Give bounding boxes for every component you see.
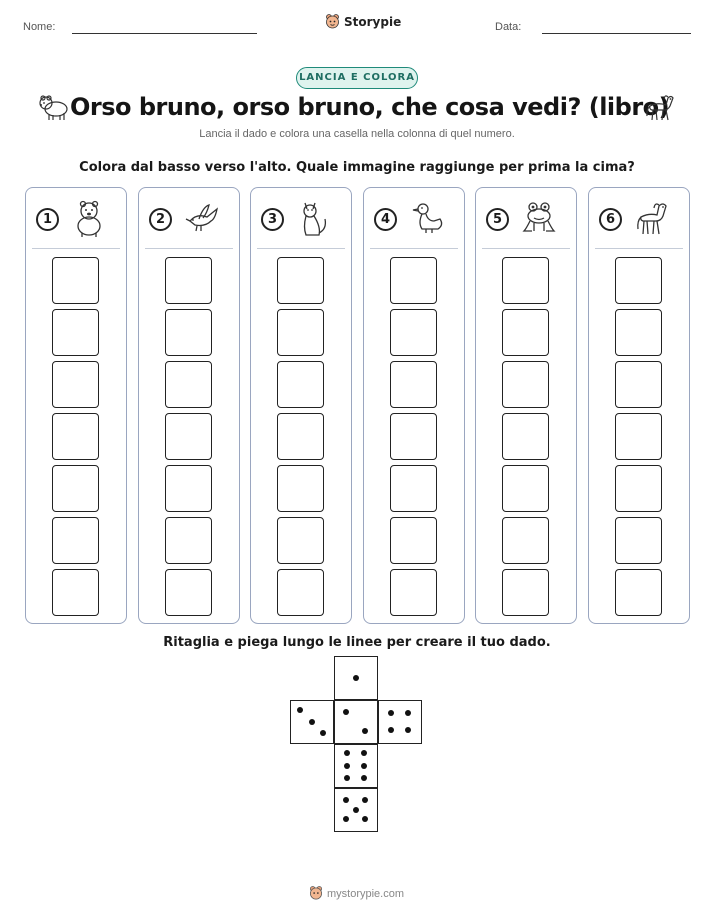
storypie-mascot-icon	[325, 14, 340, 30]
duck-icon	[410, 199, 446, 239]
color-box[interactable]	[502, 361, 549, 408]
name-label: Nome:	[23, 21, 56, 33]
color-box[interactable]	[52, 361, 99, 408]
horse-icon	[635, 199, 671, 239]
bird-icon	[185, 199, 221, 239]
activity-badge: LANCIA E COLORA	[296, 67, 418, 89]
dice-pip	[344, 750, 350, 756]
color-box[interactable]	[165, 465, 212, 512]
dice-pip	[362, 728, 368, 734]
color-box[interactable]	[615, 361, 662, 408]
dice-pip	[361, 750, 367, 756]
dice-face-1	[334, 656, 378, 700]
name-line[interactable]	[72, 33, 257, 34]
column-number: 4	[374, 208, 397, 231]
column-number: 6	[599, 208, 622, 231]
page-subtitle: Lancia il dado e colora una casella nella colonna di quel numero.	[199, 128, 515, 140]
color-box[interactable]	[615, 257, 662, 304]
color-box[interactable]	[390, 517, 437, 564]
dice-pip	[353, 675, 359, 681]
color-box[interactable]	[390, 413, 437, 460]
color-box[interactable]	[277, 465, 324, 512]
color-box[interactable]	[390, 465, 437, 512]
color-box[interactable]	[52, 517, 99, 564]
color-box[interactable]	[390, 569, 437, 616]
dice-pip	[362, 797, 368, 803]
color-box[interactable]	[615, 413, 662, 460]
brand-name: Storypie	[344, 15, 402, 29]
footer-url[interactable]: mystorypie.com	[327, 887, 405, 900]
color-box[interactable]	[615, 517, 662, 564]
column-number: 3	[261, 208, 284, 231]
color-box[interactable]	[502, 309, 549, 356]
color-box[interactable]	[52, 309, 99, 356]
dice-pip	[344, 775, 350, 781]
dice-face-2	[334, 700, 378, 744]
dice-face-3	[290, 700, 334, 744]
dice-pip	[309, 719, 315, 725]
color-box[interactable]	[615, 465, 662, 512]
column-number: 1	[36, 208, 59, 231]
color-box[interactable]	[52, 569, 99, 616]
color-box[interactable]	[165, 257, 212, 304]
color-box[interactable]	[52, 465, 99, 512]
dice-face-6	[334, 744, 378, 788]
color-box[interactable]	[277, 569, 324, 616]
date-line[interactable]	[542, 33, 691, 34]
dice-pip	[405, 727, 411, 733]
horse-decoration-icon	[644, 90, 676, 122]
storypie-mascot-icon	[309, 886, 323, 901]
column-4	[363, 187, 465, 624]
color-box[interactable]	[502, 465, 549, 512]
dice-pip	[388, 727, 394, 733]
column-divider	[145, 248, 233, 249]
column-divider	[370, 248, 458, 249]
dice-pip	[361, 763, 367, 769]
dice-pip	[320, 730, 326, 736]
color-box[interactable]	[390, 309, 437, 356]
cut-instruction: Ritaglia e piega lungo le linee per creare il tuo dado.	[163, 635, 551, 650]
column-number: 5	[486, 208, 509, 231]
cat-icon	[297, 199, 333, 239]
column-divider	[595, 248, 683, 249]
column-5	[475, 187, 577, 624]
column-divider	[32, 248, 120, 249]
color-box[interactable]	[165, 569, 212, 616]
color-box[interactable]	[165, 309, 212, 356]
color-box[interactable]	[277, 309, 324, 356]
column-number: 2	[149, 208, 172, 231]
color-box[interactable]	[502, 569, 549, 616]
color-box[interactable]	[277, 361, 324, 408]
dice-pip	[362, 816, 368, 822]
dice-pip	[405, 710, 411, 716]
color-box[interactable]	[390, 361, 437, 408]
dice-face-5	[334, 788, 378, 832]
color-box[interactable]	[390, 257, 437, 304]
column-2	[138, 187, 240, 624]
dice-pip	[361, 775, 367, 781]
dice-pip	[344, 763, 350, 769]
date-label: Data:	[495, 21, 522, 33]
column-1	[25, 187, 127, 624]
bear-decoration-icon	[37, 90, 69, 122]
color-box[interactable]	[277, 517, 324, 564]
dice-pip	[388, 710, 394, 716]
color-box[interactable]	[165, 361, 212, 408]
color-box[interactable]	[615, 309, 662, 356]
color-box[interactable]	[52, 413, 99, 460]
dice-pip	[353, 807, 359, 813]
color-box[interactable]	[277, 413, 324, 460]
storypie-logo	[325, 14, 401, 30]
dice-pip	[297, 707, 303, 713]
color-box[interactable]	[52, 257, 99, 304]
column-3	[250, 187, 352, 624]
column-6	[588, 187, 690, 624]
color-box[interactable]	[277, 257, 324, 304]
dice-pip	[343, 797, 349, 803]
dice-pip	[343, 709, 349, 715]
color-box[interactable]	[502, 517, 549, 564]
color-box[interactable]	[165, 413, 212, 460]
page-title: Orso bruno, orso bruno, che cosa vedi? (libro)	[70, 93, 670, 121]
bear-icon	[72, 199, 108, 239]
color-box[interactable]	[615, 569, 662, 616]
column-divider	[257, 248, 345, 249]
color-box[interactable]	[502, 257, 549, 304]
color-box[interactable]	[165, 517, 212, 564]
coloring-instruction: Colora dal basso verso l'alto. Quale immagine raggiunge per prima la cima?	[79, 160, 635, 175]
dice-face-4	[378, 700, 422, 744]
column-divider	[482, 248, 570, 249]
frog-icon	[522, 199, 558, 239]
footer	[309, 886, 404, 901]
dice-pip	[343, 816, 349, 822]
color-box[interactable]	[502, 413, 549, 460]
